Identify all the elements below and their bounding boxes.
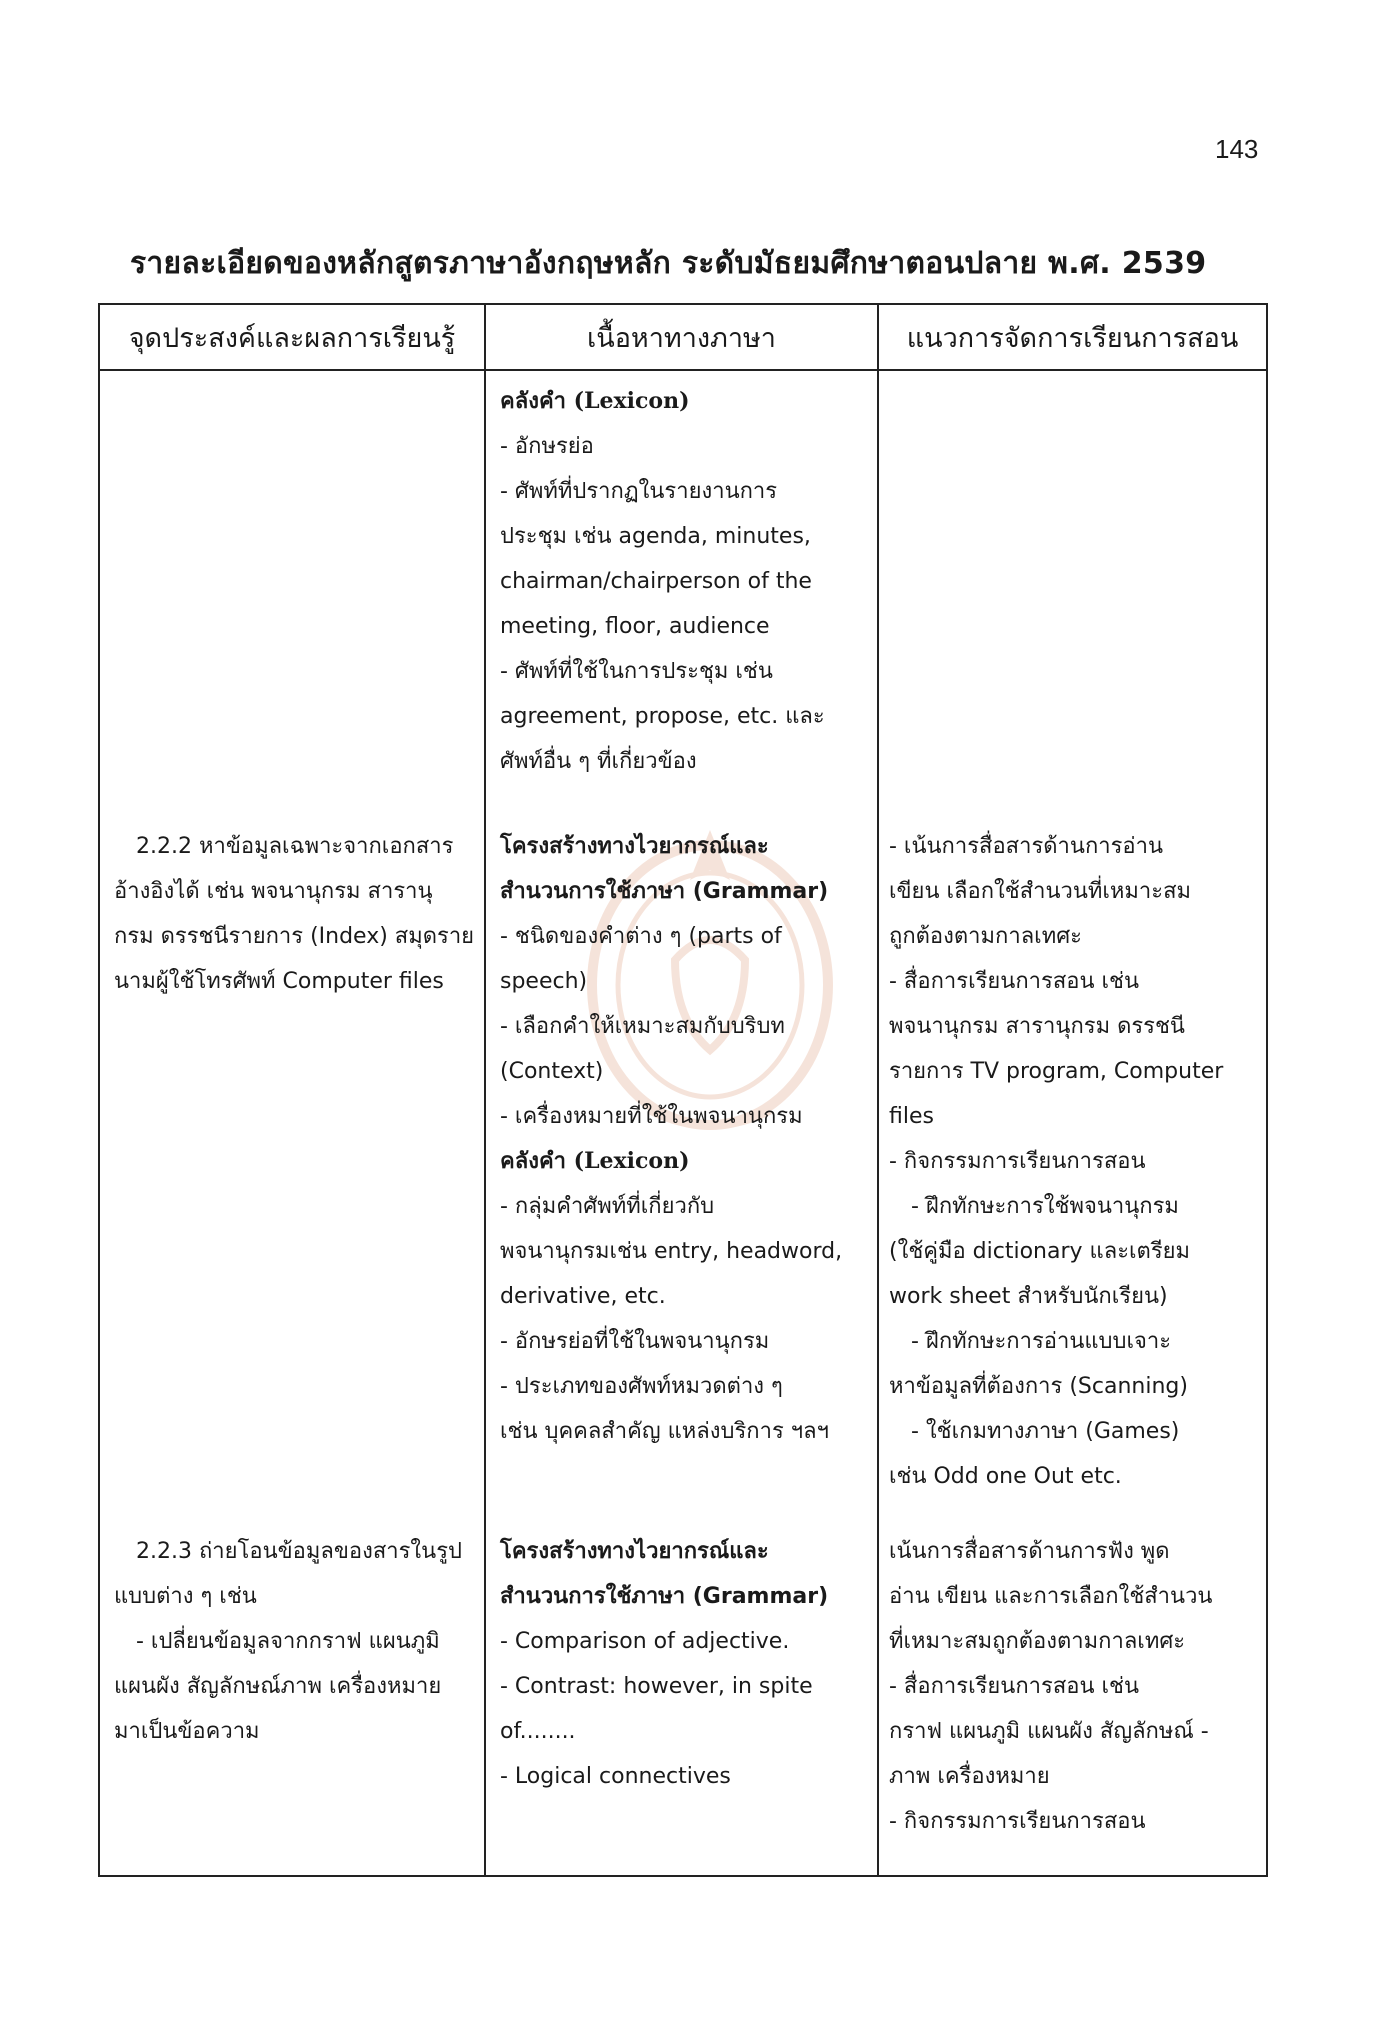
text-line: agreement, propose, etc. และ [500, 704, 825, 729]
table-row [99, 784, 1267, 1499]
text-line: (Context) [500, 1059, 604, 1084]
page-number: 143 [1215, 134, 1259, 164]
text-line: คลังคำ (Lexicon) [500, 1148, 690, 1174]
text-line: - ใช้เกมทางภาษา (Games) [911, 1419, 1180, 1444]
text-line: ประชุม เช่น agenda, minutes, [500, 524, 811, 549]
text-line: - เปลี่ยนข้อมูลจากกราฟ แผนภูมิ [136, 1629, 440, 1654]
text-line: - เน้นการสื่อสารด้านการอ่าน [889, 834, 1164, 859]
text-line: รายการ TV program, Computer files [889, 1059, 1224, 1129]
text-line: ที่เหมาะสมถูกต้องตามกาลเทศะ [889, 1629, 1186, 1654]
text-line: speech) [500, 969, 588, 994]
text-line: - ศัพท์ที่ปรากฏในรายงานการ [500, 479, 778, 504]
table-row [99, 1499, 1267, 1876]
text-line: มาเป็นข้อความ [114, 1719, 260, 1744]
text-line: - อักษรย่อที่ใช้ในพจนานุกรม [500, 1329, 770, 1354]
text-line: - ศัพท์ที่ใช้ในการประชุม เช่น [500, 659, 773, 684]
text-line: - กลุ่มคำศัพท์ที่เกี่ยวกับ [500, 1194, 715, 1219]
text-line: สำนวนการใช้ภาษา (Grammar) [500, 879, 829, 904]
text-line: ศัพท์อื่น ๆ ที่เกี่ยวข้อง [500, 749, 697, 774]
teaching-cell [878, 370, 1267, 784]
objective-cell [99, 1499, 485, 1876]
text-line: สำนวนการใช้ภาษา (Grammar) [500, 1584, 829, 1609]
text-line: - ชนิดของคำต่าง ๆ (parts of [500, 924, 782, 949]
text-line: แผนผัง สัญลักษณ์ภาพ เครื่องหมาย [114, 1674, 442, 1699]
text-line: เขียน เลือกใช้สำนวนที่เหมาะสม [889, 879, 1192, 904]
text-line: - กิจกรรมการเรียนการสอน [889, 1809, 1146, 1834]
text-line: chairman/chairperson of the [500, 569, 812, 594]
text-line: ถูกต้องตามกาลเทศะ [889, 924, 1082, 949]
text-line: - ฝึกทักษะการอ่านแบบเจาะ [911, 1329, 1172, 1354]
text-line: พจนานุกรมเช่น entry, headword, [500, 1239, 843, 1264]
content-cell [485, 784, 878, 1499]
text-line: - เลือกคำให้เหมาะสมกับบริบท [500, 1014, 785, 1039]
header-teaching-approach: แนวการจัดการเรียนการสอน [878, 304, 1267, 370]
header-objectives: จุดประสงค์และผลการเรียนรู้ [99, 304, 485, 370]
text-line: - เครื่องหมายที่ใช้ในพจนานุกรม [500, 1104, 803, 1129]
objective-cell [99, 370, 485, 784]
text-line: (ใช้คู่มือ dictionary และเตรียม [889, 1239, 1191, 1264]
table-header-row [99, 304, 1267, 370]
text-line: derivative, etc. [500, 1284, 666, 1309]
text-line: แบบต่าง ๆ เช่น [114, 1584, 257, 1609]
text-line: เน้นการสื่อสารด้านการฟัง พูด [889, 1539, 1170, 1564]
text-line: 2.2.2 หาข้อมูลเฉพาะจากเอกสาร [136, 834, 454, 859]
text-line: คลังคำ (Lexicon) [500, 388, 690, 414]
content-cell [485, 370, 878, 784]
text-line: กราฟ แผนภูมิ แผนผัง สัญลักษณ์ - [889, 1719, 1209, 1744]
text-line: - กิจกรรมการเรียนการสอน [889, 1149, 1146, 1174]
curriculum-table [98, 303, 1268, 1877]
text-line: - Comparison of adjective. [500, 1629, 790, 1654]
text-line: หาข้อมูลที่ต้องการ (Scanning) [889, 1374, 1188, 1399]
text-line: เช่น Odd one Out etc. [889, 1464, 1122, 1489]
text-line: - สื่อการเรียนการสอน เช่น [889, 1674, 1139, 1699]
table-row [99, 370, 1267, 784]
text-line: กรม ดรรชนีรายการ (Index) สมุดราย [114, 924, 475, 949]
text-line: นามผู้ใช้โทรศัพท์ Computer files [114, 969, 444, 994]
text-line: - ฝึกทักษะการใช้พจนานุกรม [911, 1194, 1179, 1219]
text-line: of........ [500, 1719, 576, 1744]
teaching-cell [878, 1499, 1267, 1876]
teaching-cell [878, 784, 1267, 1499]
text-line: พจนานุกรม สารานุกรม ดรรชนี [889, 1014, 1185, 1039]
objective-cell [99, 784, 485, 1499]
text-line: - ประเภทของศัพท์หมวดต่าง ๆ [500, 1374, 783, 1399]
content-cell [485, 1499, 878, 1876]
text-line: เช่น บุคคลสำคัญ แหล่งบริการ ฯลฯ [500, 1419, 829, 1444]
text-line: อ่าน เขียน และการเลือกใช้สำนวน [889, 1584, 1213, 1609]
header-language-content: เนื้อหาทางภาษา [485, 304, 878, 370]
document-title: รายละเอียดของหลักสูตรภาษาอังกฤษหลัก ระดับมัธยมศึกษาตอนปลาย พ.ศ. 2539 [130, 246, 1207, 281]
text-line: work sheet สำหรับนักเรียน) [889, 1284, 1168, 1309]
text-line: ภาพ เครื่องหมาย [889, 1764, 1050, 1789]
text-line: meeting, floor, audience [500, 614, 770, 639]
text-line: - Contrast: however, in spite [500, 1674, 813, 1699]
text-line: - Logical connectives [500, 1764, 731, 1789]
text-line: อ้างอิงได้ เช่น พจนานุกรม สารานุ [114, 879, 433, 904]
text-line: โครงสร้างทางไวยากรณ์และ [500, 1539, 769, 1564]
text-line: โครงสร้างทางไวยากรณ์และ [500, 834, 769, 859]
text-line: - สื่อการเรียนการสอน เช่น [889, 969, 1139, 994]
text-line: - อักษรย่อ [500, 434, 594, 459]
text-line: 2.2.3 ถ่ายโอนข้อมูลของสารในรูป [136, 1539, 462, 1564]
